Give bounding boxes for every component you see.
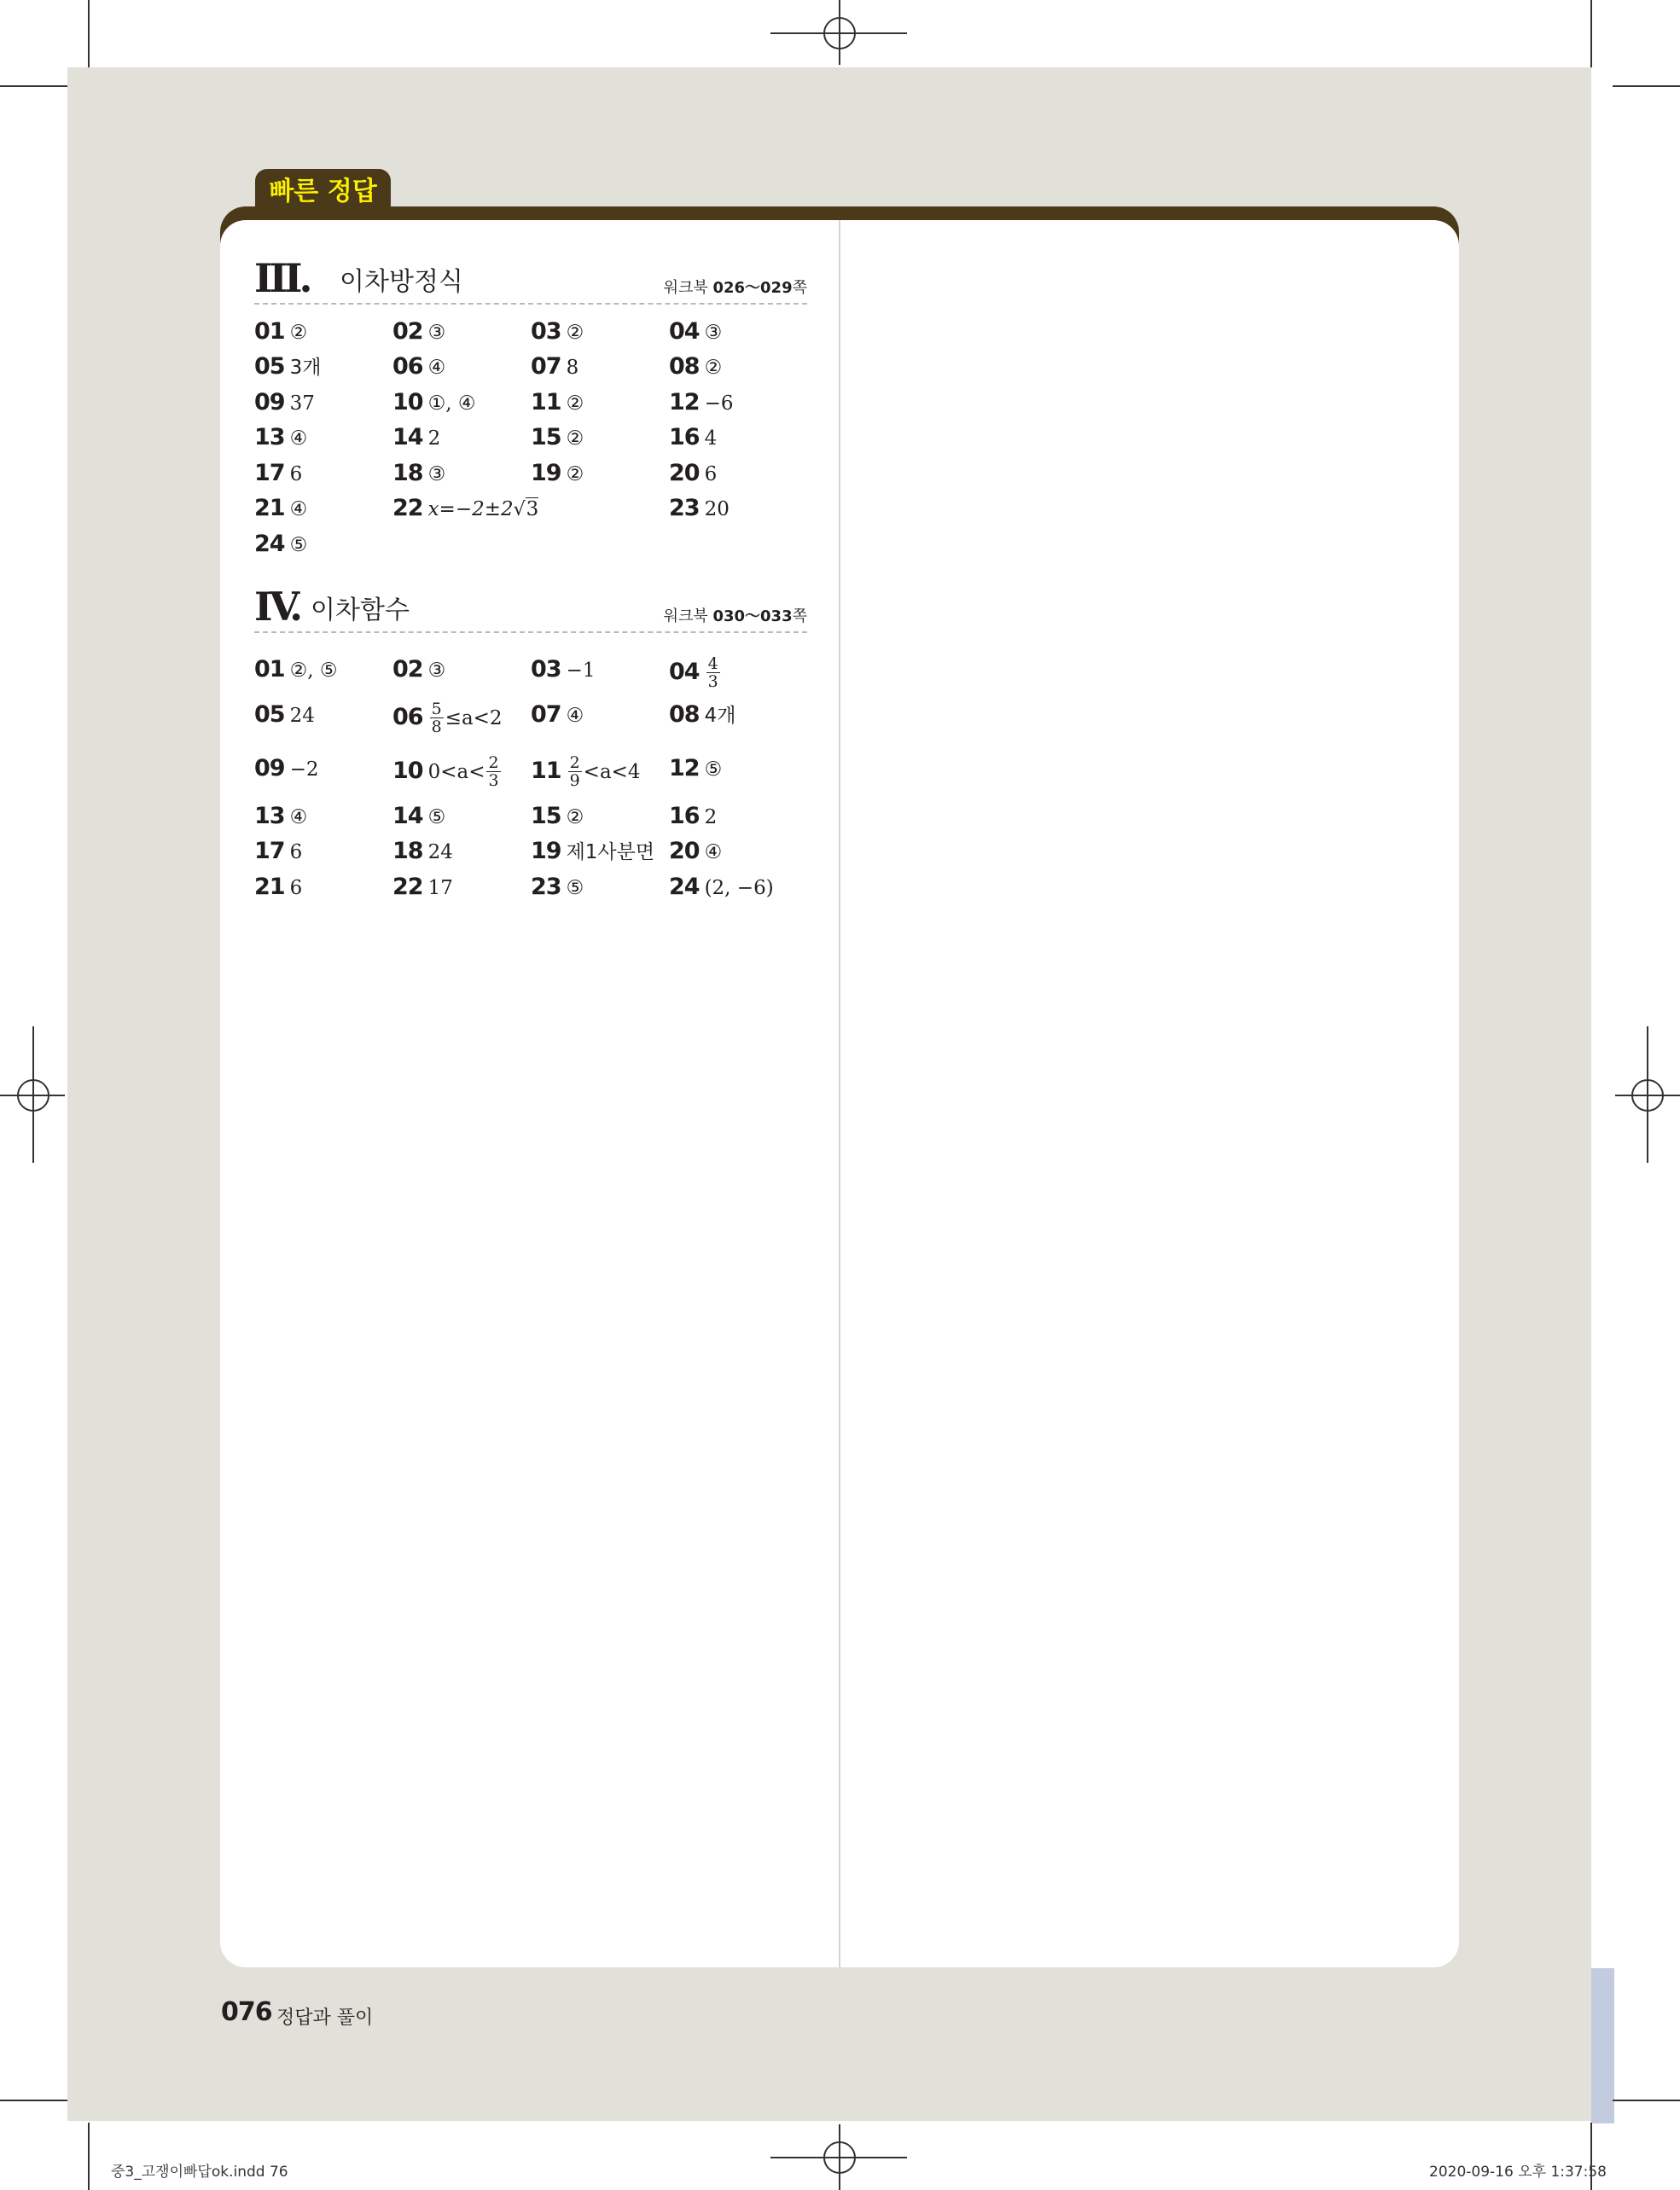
trim-mark [0, 2100, 67, 2101]
answer-item: 04 $\frac{4}{3}$ [669, 654, 718, 691]
answer-item: 13 ④ [254, 803, 308, 829]
trim-mark [88, 0, 90, 67]
footer-label: 정답과 풀이 [276, 2007, 374, 2029]
answer-item: 22 x=−2±2√3 [392, 495, 539, 521]
section-number: IV. [254, 584, 300, 630]
answer-item: 05 3개 [254, 353, 322, 380]
answer-item: 24 (2, −6) [669, 874, 774, 900]
workbook-pages: 워크북 030～033쪽 [663, 607, 807, 625]
answer-item: 17 6 [254, 838, 303, 864]
answer-item: 03 ② [531, 318, 584, 345]
trim-mark [1613, 2100, 1680, 2101]
page-number: 076 [221, 1997, 272, 2027]
trim-mark [0, 85, 67, 87]
answer-item: 20 6 [669, 460, 718, 486]
answer-item: 04 ③ [669, 318, 723, 345]
answer-item: 06 $\frac{5}{8}$ ≤a<2 [392, 700, 503, 736]
slug-filename: 중3_고쟁이빠답ok.indd 76 [111, 2164, 288, 2181]
column-divider [839, 220, 840, 1967]
page-title-badge: 빠른 정답 [255, 169, 391, 215]
answer-item: 12 −6 [669, 389, 734, 415]
answer-item: 08 ② [669, 353, 723, 380]
section-title: 이차방정식 [340, 267, 463, 297]
answer-item: 20 ④ [669, 838, 723, 864]
answer-item: 08 4개 [669, 701, 736, 728]
registration-mark [1631, 1079, 1664, 1112]
answer-item: 10 0<a< $\frac{2}{3}$ [392, 753, 499, 790]
answer-item: 15 ② [531, 424, 584, 450]
answer-item: 13 ④ [254, 424, 308, 450]
section-title: 이차함수 [311, 595, 410, 625]
answer-item: 06 ④ [392, 353, 446, 380]
section-header [254, 580, 807, 633]
answer-item: 17 6 [254, 460, 303, 486]
answer-item: 21 ④ [254, 495, 308, 521]
answer-item: 01 ② [254, 318, 308, 345]
answer-item: 09 37 [254, 389, 315, 415]
answer-item: 18 ③ [392, 460, 446, 486]
answer-item: 23 20 [669, 495, 730, 521]
answer-item: 21 6 [254, 874, 303, 900]
answer-item: 03 −1 [531, 656, 596, 683]
answer-item: 11 $\frac{2}{9}$ <a<4 [531, 753, 641, 790]
trim-mark [1613, 85, 1680, 87]
answer-item: 14 ⑤ [392, 803, 446, 829]
answer-item: 02 ③ [392, 318, 446, 345]
answer-item: 22 17 [392, 874, 453, 900]
answer-item: 19 ② [531, 460, 584, 486]
answer-item: 01 ②, ⑤ [254, 656, 338, 683]
side-tab [1591, 1968, 1614, 2123]
section-header [254, 252, 807, 305]
answer-item: 05 24 [254, 701, 315, 728]
answer-item: 19 제1사분면 [531, 838, 655, 864]
slug-timestamp: 2020-09-16 오후 1:37:58 [1429, 2164, 1607, 2181]
answer-item: 09 −2 [254, 755, 319, 781]
answer-item: 24 ⑤ [254, 531, 308, 557]
registration-mark [823, 2141, 856, 2174]
answer-item: 15 ② [531, 803, 584, 829]
answer-item: 16 2 [669, 803, 718, 829]
answer-item: 23 ⑤ [531, 874, 584, 900]
registration-mark [823, 17, 856, 49]
answer-item: 12 ⑤ [669, 755, 723, 781]
trim-mark [88, 2123, 90, 2190]
answer-item: 14 2 [392, 424, 441, 450]
answer-item: 11 ② [531, 389, 584, 415]
trim-mark [1590, 0, 1592, 67]
workbook-pages: 워크북 026～029쪽 [663, 279, 807, 297]
answer-item: 07 8 [531, 353, 579, 380]
registration-mark [17, 1079, 49, 1112]
answer-item: 02 ③ [392, 656, 446, 683]
section-number: III. [254, 255, 310, 301]
answer-item: 07 ④ [531, 701, 584, 728]
answer-item: 18 24 [392, 838, 453, 864]
answer-item: 16 4 [669, 424, 718, 450]
answer-item: 10 ①, ④ [392, 389, 476, 415]
